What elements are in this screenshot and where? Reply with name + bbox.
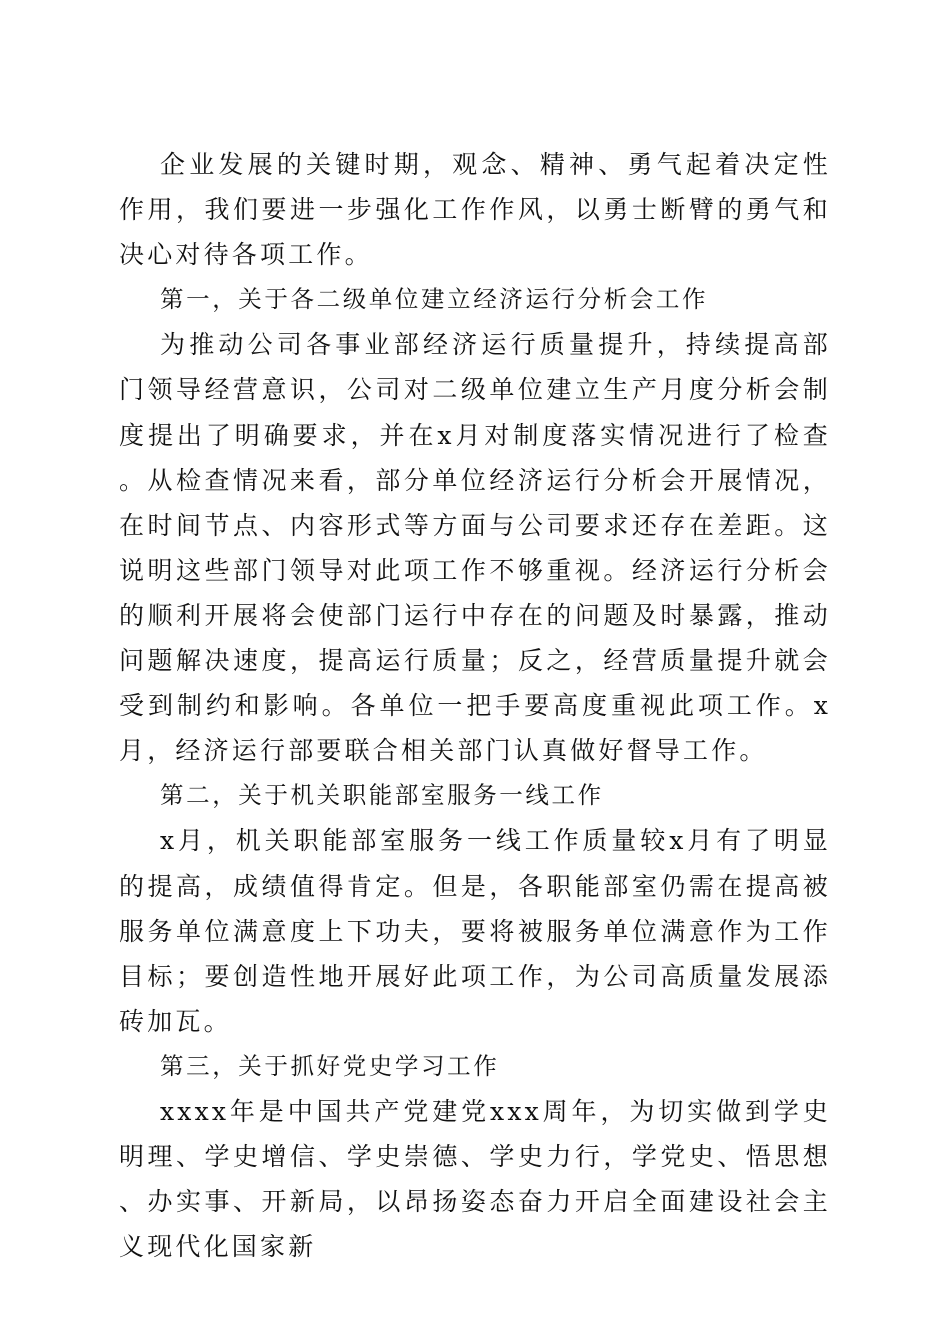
section-heading-1: 第一，关于各二级单位建立经济运行分析会工作 [160, 285, 709, 314]
document-page [119, 142, 831, 1269]
paragraph-section-2: x月，机关职能部室服务一线工作质量较x月有了明显的提高，成绩值得肯定。但是，各职能部室仍需在提高被服务单位满意度上下功夫，要将被服务单位满意作为工作目标；要创造性地开展好此项工作，为公司高质量发展添砖加瓦。 [119, 826, 831, 1036]
paragraph-section-3: xxxx年是中国共产党建党xxx周年，为切实做到学史明理、学史增信、学史崇德、学史力行，学党史、悟思想、办实事、开新局，以昂扬姿态奋力开启全面建设社会主义现代化国家新 [119, 1096, 831, 1262]
section-heading-3: 第三，关于抓好党史学习工作 [160, 1051, 500, 1080]
section-heading-2: 第二，关于机关职能部室服务一线工作 [160, 781, 604, 810]
paragraph-intro: 企业发展的关键时期，观念、精神、勇气起着决定性作用，我们要进一步强化工作作风，以勇士断臂的勇气和决心对待各项工作。 [119, 150, 831, 270]
paragraph-section-1: 为推动公司各事业部经济运行质量提升，持续提高部门领导经营意识，公司对二级单位建立生产月度分析会制度提出了明确要求，并在x月对制度落实情况进行了检查。从检查情况来看，部分单位经济运行分析会开展情况，在时间节点、内容形式等方面与公司要求还存在差距。这说明这些部门领导对此项工作不够重视。经济运行分析会的顺利开展将会使部门运行中存在的问题及时暴露，推动问题解决速度，提高运行质量；反之，经营质量提升就会受到制约和影响。各单位一把手要高度重视此项工作。x月，经济运行部要联合相关部门认真做好督导工作。 [119, 330, 831, 766]
